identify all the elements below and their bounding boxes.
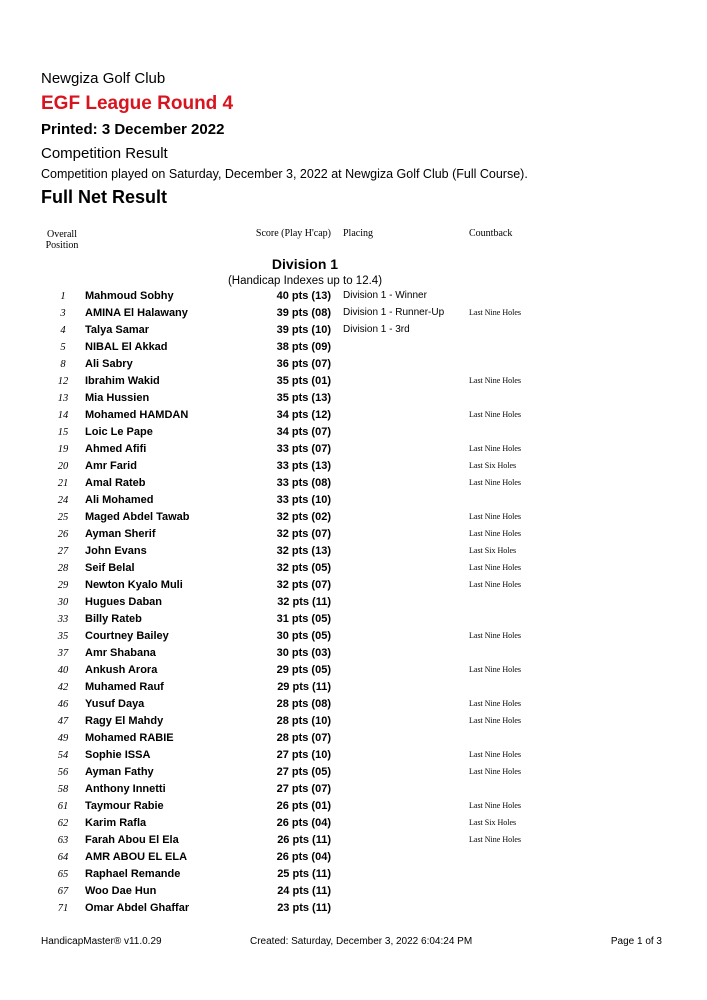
- countback-cell: Last Nine Holes: [469, 376, 521, 385]
- position-cell: 67: [57, 886, 69, 897]
- player-name-cell: Amr Shabana: [85, 647, 156, 659]
- player-name-cell: Maged Abdel Tawab: [85, 511, 190, 523]
- table-row: [0, 339, 707, 356]
- player-name-cell: Talya Samar: [85, 324, 150, 336]
- score-cell: 32 pts (13): [276, 545, 331, 557]
- position-cell: 46: [57, 699, 69, 710]
- table-row: [0, 662, 707, 679]
- footer-created: Created: Saturday, December 3, 2022 6:04:24 PM: [250, 936, 473, 947]
- table-row: [0, 798, 707, 815]
- position-cell: 27: [57, 546, 69, 557]
- score-cell: 28 pts (10): [276, 715, 331, 727]
- competition-title: EGF League Round 4: [41, 93, 234, 114]
- score-cell: 32 pts (02): [276, 511, 331, 523]
- position-cell: 19: [57, 444, 69, 455]
- position-cell: 3: [60, 308, 66, 319]
- score-cell: 25 pts (11): [277, 868, 331, 880]
- table-row: [0, 458, 707, 475]
- countback-cell: Last Nine Holes: [469, 308, 521, 317]
- countback-cell: Last Nine Holes: [469, 801, 521, 810]
- score-cell: 26 pts (04): [276, 851, 331, 863]
- position-cell: 28: [57, 563, 69, 574]
- score-cell: 26 pts (04): [276, 817, 331, 829]
- table-row: [0, 594, 707, 611]
- position-cell: 35: [57, 631, 69, 642]
- player-name-cell: Sophie ISSA: [85, 749, 151, 761]
- player-name-cell: Hugues Daban: [85, 596, 163, 608]
- competition-description: Competition played on Saturday, December 3, 2022 at Newgiza Golf Club (Full Course).: [41, 167, 528, 181]
- position-cell: 33: [57, 614, 69, 625]
- table-row: [0, 390, 707, 407]
- position-cell: 30: [57, 597, 69, 608]
- player-name-cell: Ali Mohamed: [85, 494, 154, 506]
- player-name-cell: Seif Belal: [85, 562, 135, 574]
- score-cell: 33 pts (07): [276, 443, 331, 455]
- score-cell: 28 pts (07): [276, 732, 331, 744]
- score-cell: 27 pts (07): [276, 783, 331, 795]
- score-cell: 29 pts (11): [277, 681, 331, 693]
- countback-cell: Last Nine Holes: [469, 665, 521, 674]
- position-cell: 21: [57, 478, 69, 489]
- column-header-countback: Countback: [469, 228, 513, 239]
- player-name-cell: Ayman Fathy: [85, 766, 154, 778]
- player-name-cell: Ibrahim Wakid: [85, 375, 160, 387]
- placing-cell: Division 1 - Winner: [343, 290, 427, 301]
- position-cell: 61: [57, 801, 69, 812]
- table-row: [0, 832, 707, 849]
- position-cell: 20: [57, 461, 69, 472]
- player-name-cell: Loic Le Pape: [85, 426, 153, 438]
- player-name-cell: Ahmed Afifi: [85, 443, 147, 455]
- table-row: [0, 611, 707, 628]
- player-name-cell: Farah Abou El Ela: [85, 834, 179, 846]
- table-row: [0, 628, 707, 645]
- table-row: [0, 560, 707, 577]
- table-row: [0, 866, 707, 883]
- player-name-cell: Ayman Sherif: [85, 528, 156, 540]
- competition-result-label: Competition Result: [41, 145, 168, 162]
- score-cell: 30 pts (05): [276, 630, 331, 642]
- score-cell: 24 pts (11): [277, 885, 331, 897]
- score-cell: 35 pts (01): [276, 375, 331, 387]
- table-row: [0, 475, 707, 492]
- countback-cell: Last Nine Holes: [469, 767, 521, 776]
- player-name-cell: Billy Rateb: [85, 613, 142, 625]
- table-row: [0, 696, 707, 713]
- player-name-cell: Raphael Remande: [85, 868, 181, 880]
- countback-cell: Last Nine Holes: [469, 563, 521, 572]
- table-row: [0, 883, 707, 900]
- score-cell: 31 pts (05): [276, 613, 331, 625]
- position-cell: 47: [57, 716, 69, 727]
- division-subtitle: (Handicap Indexes up to 12.4): [227, 275, 383, 287]
- player-name-cell: Newton Kyalo Muli: [85, 579, 183, 591]
- score-cell: 27 pts (05): [276, 766, 331, 778]
- score-cell: 39 pts (10): [276, 324, 331, 336]
- table-row: [0, 356, 707, 373]
- table-row: [0, 730, 707, 747]
- division-title: Division 1: [271, 256, 339, 272]
- position-cell: 5: [60, 342, 66, 353]
- player-name-cell: Muhamed Rauf: [85, 681, 164, 693]
- player-name-cell: Omar Abdel Ghaffar: [85, 902, 190, 914]
- position-cell: 71: [57, 903, 69, 914]
- placing-cell: Division 1 - Runner-Up: [343, 307, 445, 318]
- player-name-cell: Amr Farid: [85, 460, 137, 472]
- section-heading: Full Net Result: [41, 187, 168, 207]
- score-cell: 40 pts (13): [276, 290, 331, 302]
- player-name-cell: Ragy El Mahdy: [85, 715, 164, 727]
- countback-cell: Last Nine Holes: [469, 835, 521, 844]
- position-cell: 37: [57, 648, 69, 659]
- position-cell: 65: [57, 869, 69, 880]
- position-cell: 14: [57, 410, 69, 421]
- footer-software: HandicapMaster® v11.0.29: [41, 936, 162, 947]
- score-cell: 36 pts (07): [276, 358, 331, 370]
- position-cell: 54: [57, 750, 69, 761]
- table-row: [0, 288, 707, 305]
- table-row: [0, 781, 707, 798]
- countback-cell: Last Nine Holes: [469, 631, 521, 640]
- player-name-cell: Yusuf Daya: [85, 698, 145, 710]
- player-name-cell: AMR ABOU EL ELA: [85, 851, 188, 863]
- player-name-cell: Mohamed RABIE: [85, 732, 174, 744]
- position-cell: 13: [57, 393, 69, 404]
- score-cell: 26 pts (11): [277, 834, 331, 846]
- column-header-overall-position: Overall Position: [45, 229, 79, 251]
- score-cell: 39 pts (08): [276, 307, 331, 319]
- countback-cell: Last Nine Holes: [469, 444, 521, 453]
- score-cell: 35 pts (13): [276, 392, 331, 404]
- table-row: [0, 322, 707, 339]
- table-row: [0, 713, 707, 730]
- player-name-cell: Karim Rafla: [85, 817, 147, 829]
- score-cell: 34 pts (07): [276, 426, 331, 438]
- position-cell: 15: [57, 427, 69, 438]
- club-name: Newgiza Golf Club: [41, 70, 166, 87]
- table-row: [0, 509, 707, 526]
- table-row: [0, 492, 707, 509]
- player-name-cell: Mohamed HAMDAN: [85, 409, 189, 421]
- player-name-cell: Taymour Rabie: [85, 800, 164, 812]
- score-cell: 23 pts (11): [277, 902, 331, 914]
- player-name-cell: Woo Dae Hun: [85, 885, 157, 897]
- score-cell: 27 pts (10): [276, 749, 331, 761]
- player-name-cell: Mia Hussien: [85, 392, 150, 404]
- position-cell: 12: [57, 376, 69, 387]
- player-name-cell: AMINA El Halawany: [85, 307, 188, 319]
- position-cell: 24: [57, 495, 69, 506]
- placing-cell: Division 1 - 3rd: [343, 324, 410, 335]
- position-cell: 58: [57, 784, 69, 795]
- score-cell: 38 pts (09): [276, 341, 331, 353]
- table-row: [0, 373, 707, 390]
- countback-cell: Last Six Holes: [469, 818, 517, 827]
- table-row: [0, 747, 707, 764]
- footer-page-number: Page 1 of 3: [610, 936, 662, 947]
- position-cell: 40: [57, 665, 69, 676]
- position-cell: 29: [57, 580, 69, 591]
- position-cell: 42: [57, 682, 69, 693]
- score-cell: 33 pts (10): [276, 494, 331, 506]
- table-row: [0, 526, 707, 543]
- table-row: [0, 815, 707, 832]
- countback-cell: Last Six Holes: [469, 546, 517, 555]
- position-cell: 4: [60, 325, 66, 336]
- countback-cell: Last Nine Holes: [469, 410, 521, 419]
- score-cell: 33 pts (08): [276, 477, 331, 489]
- score-cell: 32 pts (07): [276, 579, 331, 591]
- countback-cell: Last Nine Holes: [469, 716, 521, 725]
- table-row: [0, 764, 707, 781]
- position-cell: 62: [57, 818, 69, 829]
- countback-cell: Last Nine Holes: [469, 529, 521, 538]
- table-row: [0, 849, 707, 866]
- player-name-cell: John Evans: [85, 545, 147, 557]
- position-cell: 64: [57, 852, 69, 863]
- table-row: [0, 645, 707, 662]
- score-cell: 26 pts (01): [276, 800, 331, 812]
- table-row: [0, 577, 707, 594]
- countback-cell: Last Six Holes: [469, 461, 517, 470]
- score-cell: 33 pts (13): [276, 460, 331, 472]
- countback-cell: Last Nine Holes: [469, 580, 521, 589]
- player-name-cell: Ali Sabry: [85, 358, 133, 370]
- position-cell: 63: [57, 835, 69, 846]
- score-cell: 30 pts (03): [276, 647, 331, 659]
- position-cell: 25: [57, 512, 69, 523]
- printed-date: Printed: 3 December 2022: [41, 121, 225, 138]
- player-name-cell: Ankush Arora: [85, 664, 158, 676]
- position-cell: 8: [60, 359, 66, 370]
- player-name-cell: Anthony Innetti: [85, 783, 166, 795]
- countback-cell: Last Nine Holes: [469, 699, 521, 708]
- position-cell: 49: [57, 733, 69, 744]
- countback-cell: Last Nine Holes: [469, 750, 521, 759]
- table-row: [0, 305, 707, 322]
- position-cell: 56: [57, 767, 69, 778]
- table-row: [0, 900, 707, 917]
- table-row: [0, 407, 707, 424]
- score-cell: 28 pts (08): [276, 698, 331, 710]
- countback-cell: Last Nine Holes: [469, 512, 521, 521]
- table-row: [0, 441, 707, 458]
- player-name-cell: Mahmoud Sobhy: [85, 290, 174, 302]
- results-table: [0, 288, 707, 917]
- player-name-cell: Amal Rateb: [85, 477, 146, 489]
- player-name-cell: NIBAL El Akkad: [85, 341, 168, 353]
- position-cell: 1: [60, 291, 66, 302]
- score-cell: 34 pts (12): [276, 409, 331, 421]
- column-header-score: Score (Play H'cap): [255, 228, 331, 239]
- countback-cell: Last Nine Holes: [469, 478, 521, 487]
- score-cell: 32 pts (11): [277, 596, 331, 608]
- position-cell: 26: [57, 529, 69, 540]
- table-row: [0, 679, 707, 696]
- score-cell: 32 pts (07): [276, 528, 331, 540]
- column-header-placing: Placing: [343, 228, 373, 239]
- player-name-cell: Courtney Bailey: [85, 630, 169, 642]
- score-cell: 32 pts (05): [276, 562, 331, 574]
- table-row: [0, 424, 707, 441]
- score-cell: 29 pts (05): [276, 664, 331, 676]
- table-row: [0, 543, 707, 560]
